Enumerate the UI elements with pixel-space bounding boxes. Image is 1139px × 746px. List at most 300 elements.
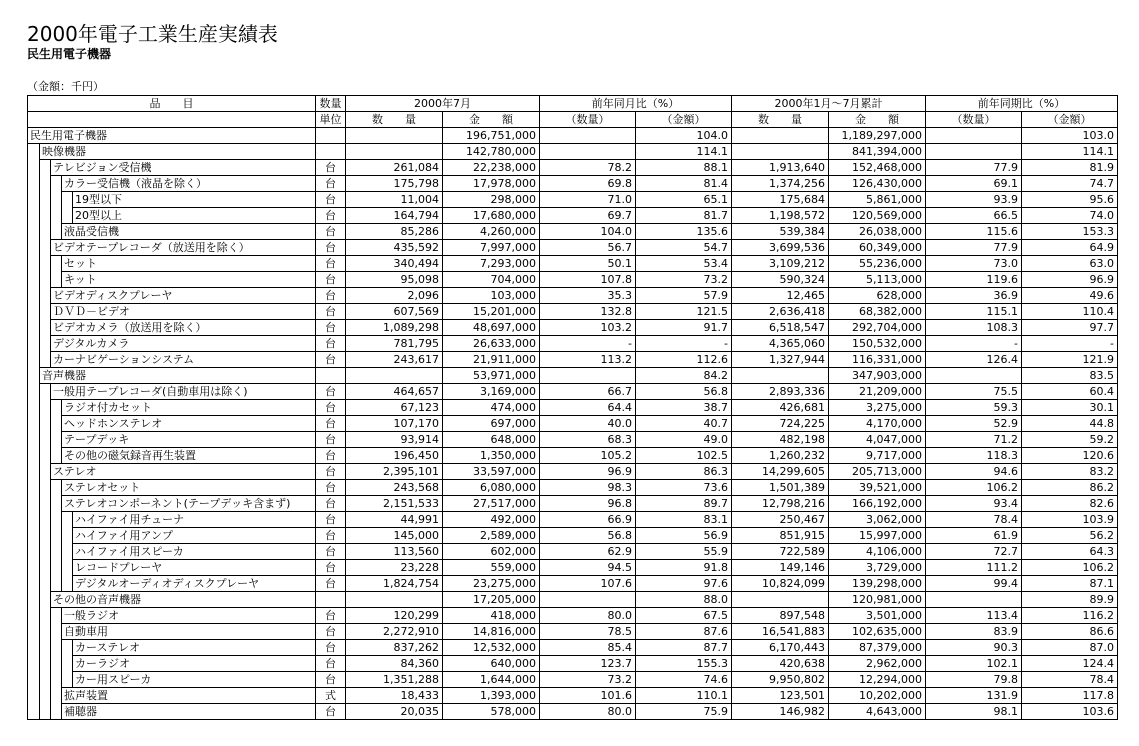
row-cum-amount: 15,997,000 <box>829 528 926 544</box>
indent-spacer <box>28 144 40 160</box>
row-month-qty: 85,286 <box>346 224 443 240</box>
row-cum-amount: 120,981,000 <box>829 592 926 608</box>
row-month-qty-ratio: 56.8 <box>540 528 636 544</box>
row-cum-amount: 55,236,000 <box>829 256 926 272</box>
row-cum-amount-ratio: 96.9 <box>1022 272 1118 288</box>
row-month-qty <box>346 592 443 608</box>
row-cum-amount-ratio: 74.7 <box>1022 176 1118 192</box>
row-cum-amount-ratio: 63.0 <box>1022 256 1118 272</box>
row-cum-amount-ratio: 124.4 <box>1022 656 1118 672</box>
row-cum-amount: 4,170,000 <box>829 416 926 432</box>
row-cum-qty-ratio: 59.3 <box>926 400 1022 416</box>
row-cum-qty-ratio: 102.1 <box>926 656 1022 672</box>
row-month-amount-ratio: 74.6 <box>636 672 732 688</box>
table-row <box>28 624 1118 640</box>
row-month-qty: 243,568 <box>346 480 443 496</box>
row-cum-qty: 897,548 <box>732 608 829 624</box>
table-row <box>28 432 1118 448</box>
row-month-qty: 145,000 <box>346 528 443 544</box>
row-month-amount-ratio: 56.9 <box>636 528 732 544</box>
row-cum-amount: 9,717,000 <box>829 448 926 464</box>
row-cum-qty: 722,589 <box>732 544 829 560</box>
row-month-qty: 243,617 <box>346 352 443 368</box>
indent-spacer <box>28 640 40 656</box>
row-month-qty-ratio: 50.1 <box>540 256 636 272</box>
row-month-qty-ratio: 66.7 <box>540 384 636 400</box>
row-cum-qty: 10,824,099 <box>732 576 829 592</box>
row-unit: 台 <box>316 432 346 448</box>
row-cum-qty <box>732 368 829 384</box>
row-cum-qty: 1,374,256 <box>732 176 829 192</box>
row-month-amount: 53,971,000 <box>443 368 540 384</box>
row-month-qty-ratio <box>540 592 636 608</box>
row-unit <box>316 592 346 608</box>
row-item-name: ステレオセット <box>62 480 316 496</box>
row-cum-qty-ratio: 119.6 <box>926 272 1022 288</box>
row-cum-amount-ratio: 60.4 <box>1022 384 1118 400</box>
indent-spacer <box>51 448 62 464</box>
row-cum-amount: 139,298,000 <box>829 576 926 592</box>
row-item-name: 映像機器 <box>40 144 316 160</box>
row-unit: 台 <box>316 288 346 304</box>
row-month-qty-ratio: 101.6 <box>540 688 636 704</box>
row-item-name: 一般ラジオ <box>62 608 316 624</box>
table-row <box>28 144 1118 160</box>
table-row <box>28 672 1118 688</box>
row-month-amount-ratio: 91.7 <box>636 320 732 336</box>
row-cum-qty-ratio: 118.3 <box>926 448 1022 464</box>
row-month-amount: 48,697,000 <box>443 320 540 336</box>
header-yoy-month: 前年同月比（%） <box>540 96 732 112</box>
indent-spacer <box>28 528 40 544</box>
table-row <box>28 448 1118 464</box>
page-subtitle: 民生用電子機器 <box>27 47 112 61</box>
row-cum-qty: 123,501 <box>732 688 829 704</box>
row-month-qty-ratio <box>540 368 636 384</box>
row-item-name: 自動車用 <box>62 624 316 640</box>
indent-spacer <box>40 688 51 704</box>
indent-spacer <box>51 608 62 624</box>
table-row <box>28 304 1118 320</box>
row-cum-amount: 87,379,000 <box>829 640 926 656</box>
row-month-qty-ratio: 78.2 <box>540 160 636 176</box>
row-item-name: カー用スピーカ <box>73 672 316 688</box>
row-cum-amount: 2,962,000 <box>829 656 926 672</box>
row-month-qty <box>346 144 443 160</box>
row-month-qty-ratio: 66.9 <box>540 512 636 528</box>
row-month-amount-ratio: 57.9 <box>636 288 732 304</box>
row-month-amount: 14,816,000 <box>443 624 540 640</box>
row-month-amount-ratio: 88.0 <box>636 592 732 608</box>
row-month-amount: 17,680,000 <box>443 208 540 224</box>
row-unit: 台 <box>316 464 346 480</box>
row-cum-amount-ratio: 56.2 <box>1022 528 1118 544</box>
row-cum-qty-ratio: 90.3 <box>926 640 1022 656</box>
row-month-qty: 113,560 <box>346 544 443 560</box>
row-month-amount-ratio: 104.0 <box>636 128 732 144</box>
row-cum-qty: 1,198,572 <box>732 208 829 224</box>
indent-spacer <box>62 640 73 656</box>
row-item-name: 音声機器 <box>40 368 316 384</box>
row-cum-qty: 3,109,212 <box>732 256 829 272</box>
row-item-name: 20型以上 <box>73 208 316 224</box>
row-month-amount: 704,000 <box>443 272 540 288</box>
row-item-name: ヘッドホンステレオ <box>62 416 316 432</box>
row-item-name: デジタルカメラ <box>51 336 316 352</box>
row-month-qty: 164,794 <box>346 208 443 224</box>
row-month-amount: 33,597,000 <box>443 464 540 480</box>
row-unit: 台 <box>316 384 346 400</box>
row-cum-amount: 292,704,000 <box>829 320 926 336</box>
row-cum-qty: 2,893,336 <box>732 384 829 400</box>
row-cum-qty: 6,170,443 <box>732 640 829 656</box>
row-month-qty-ratio: 73.2 <box>540 672 636 688</box>
header-cum-amount: 金 額 <box>829 112 926 128</box>
row-month-amount: 15,201,000 <box>443 304 540 320</box>
row-month-qty-ratio: 80.0 <box>540 608 636 624</box>
row-month-amount: 142,780,000 <box>443 144 540 160</box>
row-cum-qty: 14,299,605 <box>732 464 829 480</box>
table-row <box>28 208 1118 224</box>
row-cum-amount: 120,569,000 <box>829 208 926 224</box>
indent-spacer <box>28 608 40 624</box>
indent-spacer <box>40 544 51 560</box>
row-month-qty-ratio: 94.5 <box>540 560 636 576</box>
row-month-amount-ratio: 86.3 <box>636 464 732 480</box>
header-cum-qty-ratio: （数量） <box>926 112 1022 128</box>
row-cum-qty-ratio: 98.1 <box>926 704 1022 720</box>
row-cum-qty-ratio: 99.4 <box>926 576 1022 592</box>
row-cum-qty-ratio: - <box>926 336 1022 352</box>
indent-spacer <box>28 320 40 336</box>
indent-spacer <box>40 608 51 624</box>
row-unit: 台 <box>316 560 346 576</box>
row-unit: 台 <box>316 176 346 192</box>
row-cum-amount: 3,729,000 <box>829 560 926 576</box>
row-item-name: 液晶受信機 <box>62 224 316 240</box>
indent-spacer <box>28 624 40 640</box>
row-cum-qty-ratio: 73.0 <box>926 256 1022 272</box>
row-cum-qty: 149,146 <box>732 560 829 576</box>
row-month-amount-ratio: 97.6 <box>636 576 732 592</box>
row-month-amount: 27,517,000 <box>443 496 540 512</box>
row-cum-qty-ratio: 79.8 <box>926 672 1022 688</box>
row-month-amount-ratio: 89.7 <box>636 496 732 512</box>
row-cum-qty-ratio: 111.2 <box>926 560 1022 576</box>
row-cum-amount-ratio: 74.0 <box>1022 208 1118 224</box>
table-row <box>28 528 1118 544</box>
indent-spacer <box>28 672 40 688</box>
row-cum-amount: 10,202,000 <box>829 688 926 704</box>
row-month-qty-ratio: 123.7 <box>540 656 636 672</box>
row-unit <box>316 144 346 160</box>
indent-spacer <box>40 656 51 672</box>
row-cum-amount: 347,903,000 <box>829 368 926 384</box>
row-month-qty-ratio <box>540 144 636 160</box>
row-month-amount: 559,000 <box>443 560 540 576</box>
indent-spacer <box>51 400 62 416</box>
row-cum-qty-ratio: 106.2 <box>926 480 1022 496</box>
row-month-qty: 18,433 <box>346 688 443 704</box>
row-month-amount: 1,644,000 <box>443 672 540 688</box>
row-month-qty: 44,991 <box>346 512 443 528</box>
indent-spacer <box>40 416 51 432</box>
row-item-name: ハイファイ用チューナ <box>73 512 316 528</box>
row-month-amount-ratio: 81.4 <box>636 176 732 192</box>
row-month-amount-ratio: 65.1 <box>636 192 732 208</box>
row-month-qty-ratio: 64.4 <box>540 400 636 416</box>
row-month-qty: 340,494 <box>346 256 443 272</box>
row-cum-amount-ratio: 103.9 <box>1022 512 1118 528</box>
row-cum-amount-ratio: 103.0 <box>1022 128 1118 144</box>
indent-spacer <box>40 176 51 192</box>
row-cum-qty-ratio: 115.6 <box>926 224 1022 240</box>
row-month-qty-ratio <box>540 128 636 144</box>
row-cum-amount: 628,000 <box>829 288 926 304</box>
indent-spacer <box>40 240 51 256</box>
indent-spacer <box>28 400 40 416</box>
indent-spacer <box>40 464 51 480</box>
indent-spacer <box>51 624 62 640</box>
row-unit: 台 <box>316 416 346 432</box>
indent-spacer <box>62 544 73 560</box>
row-month-amount-ratio: 40.7 <box>636 416 732 432</box>
row-cum-qty-ratio: 66.5 <box>926 208 1022 224</box>
row-cum-qty-ratio: 71.2 <box>926 432 1022 448</box>
table-row <box>28 336 1118 352</box>
header-item: 品 目 <box>28 96 316 112</box>
row-unit: 台 <box>316 528 346 544</box>
indent-spacer <box>51 688 62 704</box>
header-row-1 <box>28 96 1118 112</box>
indent-spacer <box>40 208 51 224</box>
header-month-qty: 数 量 <box>346 112 443 128</box>
table-row <box>28 352 1118 368</box>
indent-spacer <box>28 464 40 480</box>
row-month-amount-ratio: 88.1 <box>636 160 732 176</box>
row-month-amount-ratio: 73.2 <box>636 272 732 288</box>
indent-spacer <box>28 432 40 448</box>
indent-spacer <box>28 496 40 512</box>
row-month-amount-ratio: 84.2 <box>636 368 732 384</box>
table-row <box>28 384 1118 400</box>
row-month-qty-ratio: 68.3 <box>540 432 636 448</box>
indent-spacer <box>28 592 40 608</box>
row-month-amount: 103,000 <box>443 288 540 304</box>
row-cum-amount-ratio: 87.1 <box>1022 576 1118 592</box>
row-cum-amount-ratio: 81.9 <box>1022 160 1118 176</box>
row-cum-qty: 250,467 <box>732 512 829 528</box>
indent-spacer <box>28 576 40 592</box>
row-month-amount-ratio: 87.6 <box>636 624 732 640</box>
row-month-amount-ratio: 73.6 <box>636 480 732 496</box>
table-row <box>28 544 1118 560</box>
table-row <box>28 576 1118 592</box>
row-month-qty: 2,151,533 <box>346 496 443 512</box>
row-month-qty-ratio: 35.3 <box>540 288 636 304</box>
indent-spacer <box>51 512 62 528</box>
indent-spacer <box>28 512 40 528</box>
row-month-qty: 1,351,288 <box>346 672 443 688</box>
row-cum-qty-ratio <box>926 368 1022 384</box>
table-row <box>28 224 1118 240</box>
row-month-amount: 4,260,000 <box>443 224 540 240</box>
row-month-qty-ratio: 107.6 <box>540 576 636 592</box>
row-item-name: デジタルオーディオディスクプレーヤ <box>73 576 316 592</box>
row-month-amount: 17,978,000 <box>443 176 540 192</box>
row-cum-amount-ratio: 83.5 <box>1022 368 1118 384</box>
row-month-amount-ratio: 87.7 <box>636 640 732 656</box>
row-cum-amount-ratio: 121.9 <box>1022 352 1118 368</box>
row-cum-amount: 126,430,000 <box>829 176 926 192</box>
row-item-name: テープデッキ <box>62 432 316 448</box>
row-month-qty: 2,272,910 <box>346 624 443 640</box>
indent-spacer <box>40 336 51 352</box>
indent-spacer <box>40 480 51 496</box>
row-month-qty-ratio: 78.5 <box>540 624 636 640</box>
row-unit: 台 <box>316 320 346 336</box>
header-yoy-period: 前年同期比（%） <box>926 96 1118 112</box>
indent-spacer <box>51 656 62 672</box>
row-unit: 台 <box>316 256 346 272</box>
row-item-name: ＤＶＤ－ビデオ <box>51 304 316 320</box>
row-cum-amount: 102,635,000 <box>829 624 926 640</box>
indent-spacer <box>51 176 62 192</box>
row-month-amount: 418,000 <box>443 608 540 624</box>
row-cum-amount: 3,501,000 <box>829 608 926 624</box>
indent-spacer <box>40 592 51 608</box>
row-month-amount: 17,205,000 <box>443 592 540 608</box>
indent-spacer <box>62 208 73 224</box>
row-item-name: 民生用電子機器 <box>28 128 316 144</box>
row-cum-qty: 482,198 <box>732 432 829 448</box>
row-cum-qty-ratio: 115.1 <box>926 304 1022 320</box>
indent-spacer <box>28 352 40 368</box>
row-month-qty: 23,228 <box>346 560 443 576</box>
indent-spacer <box>40 496 51 512</box>
row-unit: 台 <box>316 640 346 656</box>
row-month-amount: 7,293,000 <box>443 256 540 272</box>
table-row <box>28 320 1118 336</box>
row-month-amount: 2,589,000 <box>443 528 540 544</box>
row-month-qty: 261,084 <box>346 160 443 176</box>
indent-spacer <box>28 256 40 272</box>
production-table <box>27 95 1118 720</box>
row-unit: 台 <box>316 496 346 512</box>
row-month-qty: 2,096 <box>346 288 443 304</box>
row-month-amount: 648,000 <box>443 432 540 448</box>
row-month-amount-ratio: 56.8 <box>636 384 732 400</box>
row-cum-qty: 1,501,389 <box>732 480 829 496</box>
indent-spacer <box>40 560 51 576</box>
row-cum-qty-ratio: 69.1 <box>926 176 1022 192</box>
row-cum-qty-ratio: 126.4 <box>926 352 1022 368</box>
row-cum-amount-ratio: 64.9 <box>1022 240 1118 256</box>
indent-spacer <box>28 544 40 560</box>
row-unit: 台 <box>316 672 346 688</box>
row-cum-qty-ratio <box>926 592 1022 608</box>
table-row <box>28 176 1118 192</box>
indent-spacer <box>28 208 40 224</box>
row-month-amount: 298,000 <box>443 192 540 208</box>
row-cum-amount-ratio: 59.2 <box>1022 432 1118 448</box>
row-month-qty: 175,798 <box>346 176 443 192</box>
table-row <box>28 640 1118 656</box>
row-cum-amount: 5,861,000 <box>829 192 926 208</box>
row-month-qty-ratio: 69.7 <box>540 208 636 224</box>
indent-spacer <box>51 272 62 288</box>
table-row <box>28 416 1118 432</box>
header-cum-qty: 数 量 <box>732 112 829 128</box>
row-month-qty: 196,450 <box>346 448 443 464</box>
row-cum-amount-ratio: - <box>1022 336 1118 352</box>
row-cum-amount-ratio: 83.2 <box>1022 464 1118 480</box>
row-month-amount-ratio: 91.8 <box>636 560 732 576</box>
indent-spacer <box>28 560 40 576</box>
row-month-amount: 474,000 <box>443 400 540 416</box>
row-item-name: 19型以下 <box>73 192 316 208</box>
row-item-name: ビデオテープレコーダ（放送用を除く） <box>51 240 316 256</box>
row-cum-qty: 724,225 <box>732 416 829 432</box>
row-cum-amount-ratio: 89.9 <box>1022 592 1118 608</box>
row-month-qty: 464,657 <box>346 384 443 400</box>
row-cum-amount: 152,468,000 <box>829 160 926 176</box>
row-cum-amount-ratio: 110.4 <box>1022 304 1118 320</box>
row-month-qty-ratio: 96.9 <box>540 464 636 480</box>
indent-spacer <box>28 480 40 496</box>
row-unit: 台 <box>316 704 346 720</box>
row-unit: 台 <box>316 656 346 672</box>
indent-spacer <box>28 224 40 240</box>
row-cum-qty-ratio: 94.6 <box>926 464 1022 480</box>
table-row <box>28 400 1118 416</box>
indent-spacer <box>62 672 73 688</box>
row-cum-qty: 590,324 <box>732 272 829 288</box>
row-month-qty-ratio: 132.8 <box>540 304 636 320</box>
row-month-qty: 107,170 <box>346 416 443 432</box>
indent-spacer <box>28 384 40 400</box>
row-month-amount: 196,751,000 <box>443 128 540 144</box>
indent-spacer <box>51 480 62 496</box>
table-row <box>28 592 1118 608</box>
indent-spacer <box>40 400 51 416</box>
unit-note: （金額：千円） <box>27 80 104 93</box>
row-cum-qty-ratio: 75.5 <box>926 384 1022 400</box>
indent-spacer <box>40 320 51 336</box>
row-month-amount-ratio: 112.6 <box>636 352 732 368</box>
table-row <box>28 512 1118 528</box>
row-month-amount-ratio: 102.5 <box>636 448 732 464</box>
row-month-qty-ratio: 105.2 <box>540 448 636 464</box>
row-cum-qty-ratio: 78.4 <box>926 512 1022 528</box>
row-month-qty: 84,360 <box>346 656 443 672</box>
header-month-qty-ratio: （数量） <box>540 112 636 128</box>
row-month-qty <box>346 368 443 384</box>
row-month-qty: 95,098 <box>346 272 443 288</box>
indent-spacer <box>28 336 40 352</box>
table-row <box>28 496 1118 512</box>
header-month-amount: 金 額 <box>443 112 540 128</box>
indent-spacer <box>28 288 40 304</box>
indent-spacer <box>51 560 62 576</box>
row-item-name: ラジオ付カセット <box>62 400 316 416</box>
indent-spacer <box>28 704 40 720</box>
row-item-name: セット <box>62 256 316 272</box>
indent-spacer <box>28 368 40 384</box>
row-item-name: カラー受信機（液晶を除く） <box>62 176 316 192</box>
row-cum-qty: 16,541,883 <box>732 624 829 640</box>
indent-spacer <box>51 704 62 720</box>
